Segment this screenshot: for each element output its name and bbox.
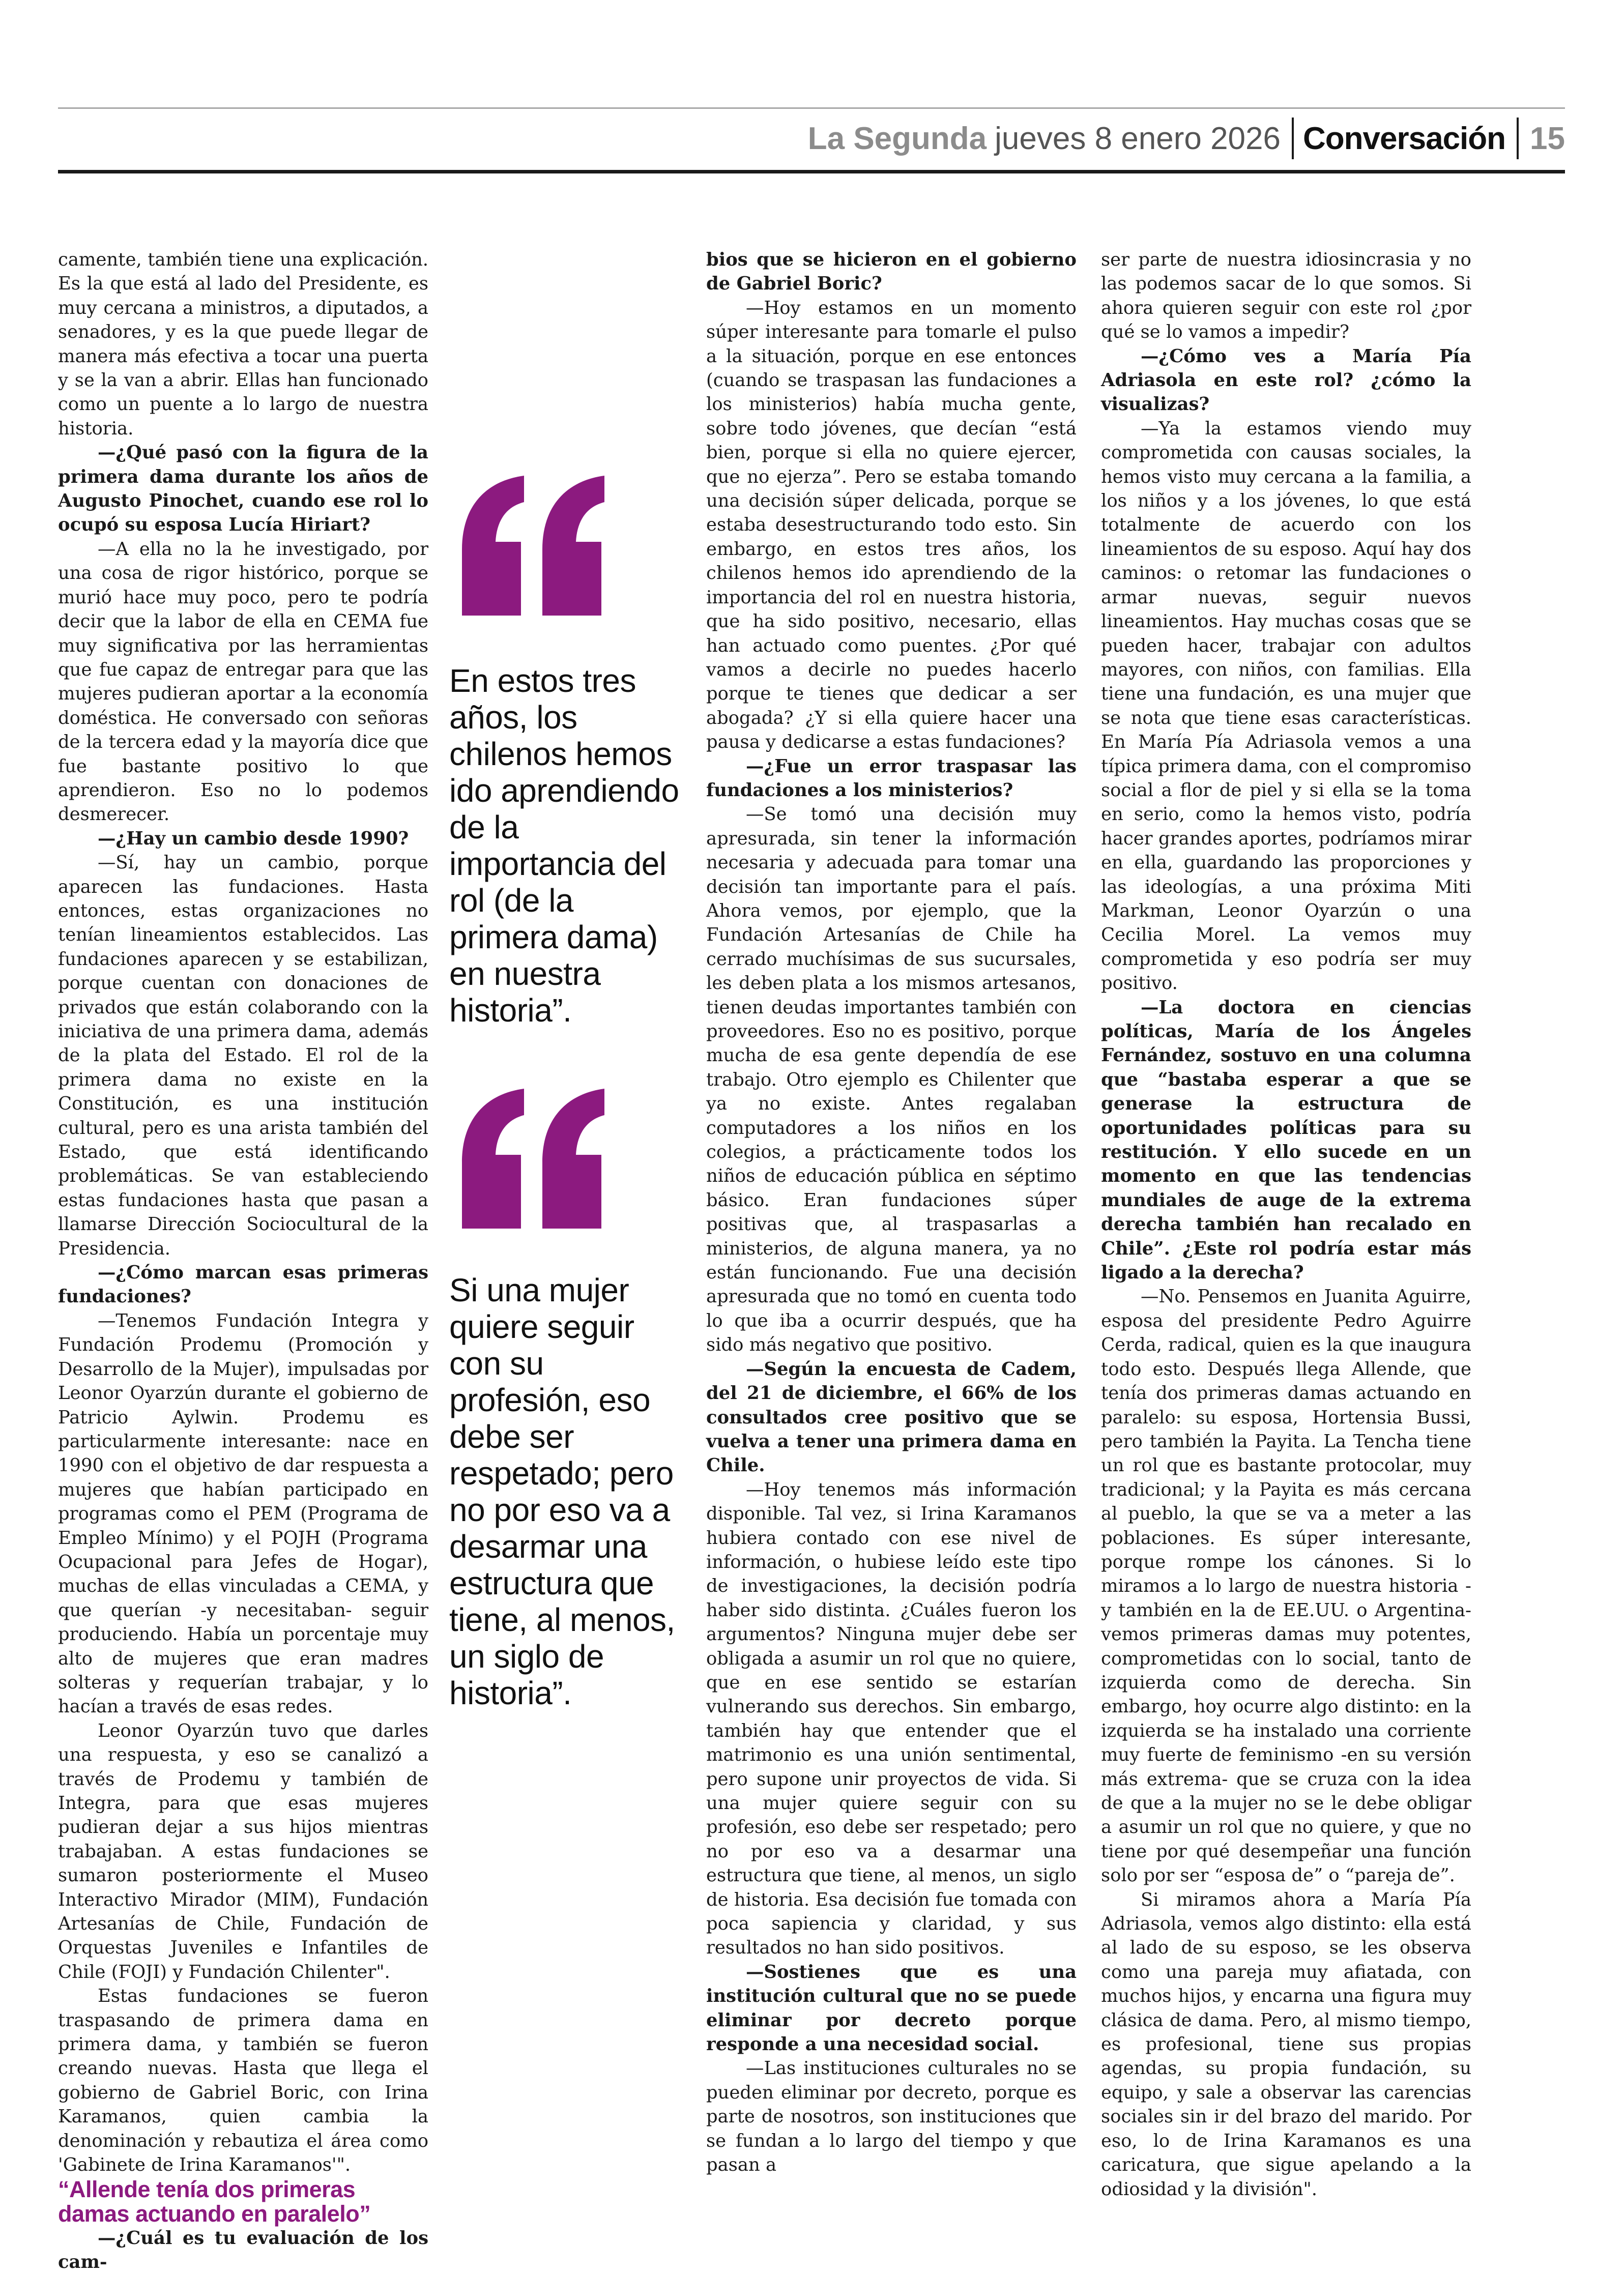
paragraph: —Tenemos Fundación Integra y Fundación Prodemu (Promoción y Desarrollo de la Mujer), impulsadas por Leonor Oyarzún durante el gobierno de Patricio Aylwin. Prodemu es particularmente interesante: nace en 1990 con el objetivo de dar respuesta a mujeres que habían participado en programas como el PEM (Programa de Empleo Mínimo) y el POJH (Programa Ocupacional para Jefes de Hogar), muchas de ellas vinculadas a CEMA, y que querían -y necesitaban- seguir produciendo. Había un porcentaje muy alto de mujeres que eran madres solteras y requerían trabajar, y lo hacían a través de esas redes. [58,1309,428,1719]
paragraph: Estas fundaciones se fueron traspasando de primera dama en primera dama, y también se fueron creando nuevas. Hasta que llega el gobierno de Gabriel Boric, con Irina Karamanos, quien cambia la denominación y rebautiza el área como 'Gabinete de Irina Karamanos'". [58,1984,428,2177]
interview-question: bios que se hicieron en el gobierno de Gabriel Boric? [706,248,1077,296]
section-name: Conversación [1303,121,1505,157]
subheading: “Allende tenía dos primeras damas actuando en paralelo” [58,2177,428,2226]
paragraph: —A ella no la he investigado, por una cosa de rigor histórico, porque se murió hace muy poco, pero te podría decir que la labor de ella en CEMA fue muy significativa por las herramientas que fue capaz de entregar para que las mujeres pudieran aportar a la economía doméstica. He conversado con señoras de la tercera edad y la mayoría dice que fue bastante positivo lo que aprendieron. Eso no lo podemos desmerecer. [58,537,428,827]
quote-mark-icon [448,476,616,616]
paragraph: camente, también tiene una explicación. Es la que está al lado del Presidente, es muy cercana a ministros, a diputados, a senadores, y es la que puede llegar de manera más efectiva a tocar una puerta y se la van a abrir. Ellas han funcionado como un puente a lo largo de nuestra historia. [58,248,428,441]
paragraph: —Ya la estamos viendo muy comprometida con causas sociales, la hemos visto muy cercana a la familia, a los niños y a los jóvenes, lo que está totalmente de acuerdo con los lineamientos de su esposo. Aquí hay dos caminos: o retomar las fundaciones o armar nuevas, seguir nuevos lineamientos. Hay muchas cosas que se pueden hacer, trabajar con adultos mayores, con niños, con familias. Ella tiene una fundación, es una mujer que se nota que tiene esas características. En María Pía Adriasola vemos a una típica primera dama, con el compromiso social a flor de piel y si ella se la toma en serio, como la hemos visto, podría hacer grandes aportes, podríamos mirar en ella, guardando las proporciones y las ideologías, a una próxima Miti Markman, Leonor Oyarzún o una Cecilia Morel. La vemos muy comprometida y eso podría ser muy positivo. [1101,417,1471,996]
interview-question: —¿Hay un cambio desde 1990? [58,827,428,851]
page-number: 15 [1530,121,1565,157]
paragraph: Si miramos ahora a María Pía Adriasola, vemos algo distinto: ella está al lado de su esposo, se les observa como una pareja muy afiatada, con muchos hijos, y encarna una figura muy clásica de dama. Pero, al mismo tiempo, es profesional, tiene sus propias agendas, su propia fundación, su equipo, y sale a observar las carencias sociales sin ir del brazo del marido. Por eso, lo de Irina Karamanos es una caricatura, que sigue apelando a la odiosidad y la división". [1101,1888,1471,2201]
article-column-2 [706,248,1077,2177]
header-rule [58,170,1565,173]
paragraph: ser parte de nuestra idiosincrasia y no las podemos sacar de lo que somos. Si ahora quieren seguir con este rol ¿por qué se lo vamos a impedir? [1101,248,1471,344]
interview-question: —¿Fue un error traspasar las fundaciones a los ministerios? [706,754,1077,803]
interview-question: —¿Cómo ves a María Pía Adriasola en este rol? ¿cómo la visualizas? [1101,344,1471,417]
masthead-divider [1292,118,1294,159]
paragraph: —Hoy estamos en un momento súper interesante para tomarle el pulso a la situación, porque en ese entonces (cuando se traspasan las fundaciones a los ministerios) había mucha gente, sobre todo jóvenes, que decían “está bien, porque si ella no quiere ejercer, que no ejerza”. Pero se estaba tomando una decisión súper delicada, porque se estaba desestructurando todo esto. Sin embargo, en estos tres años, los chilenos hemos ido aprendiendo de la importancia del rol en nuestra historia, que ha sido positivo, necesario, ellas han actuado como puentes. ¿Por qué vamos a decirle no puedes hacerlo porque te tienes que dedicar a ser abogada? ¿Y si ella quiere hacer una pausa y dedicarse a estas fundaciones? [706,296,1077,754]
paragraph: Leonor Oyarzún tuvo que darles una respuesta, y eso se canalizó a través de Prodemu y también de Integra, para que esas mujeres pudieran dejar a sus hijos mientras trabajaban. A estas fundaciones se sumaron posteriormente el Museo Interactivo Mirador (MIM), Fundación Artesanías de Chile, Fundación de Orquestas Juveniles e Infantiles de Chile (FOJI) y Fundación Chilenter". [58,1719,428,1984]
paragraph: —Hoy tenemos más información disponible. Tal vez, si Irina Karamanos hubiera contado con ese nivel de información, o hubiese leído este tipo de investigaciones, la decisión podría haber sido distinta. ¿Cuáles fueron los argumentos? Ninguna mujer debe ser obligada a asumir un rol que no quiere, que en ese sentido se estarían vulnerando sus derechos. Sin embargo, también hay que entender que el matrimonio es una unión sentimental, pero supone unir proyectos de vida. Si una mujer quiere seguir con su profesión, eso debe ser respetado; pero no por eso va a desarmar una estructura que tiene, al menos, un siglo de historia. Esa decisión fue tomada con poca sapiencia y claridad, y sus resultados no han sido positivos. [706,1478,1077,1960]
paragraph: —Se tomó una decisión muy apresurada, sin tener la información necesaria y adecuada para tomar una decisión tan importante para el país. Ahora vemos, por ejemplo, que la Fundación Artesanías de Chile ha cerrado muchísimas de sus sucursales, les deben plata a los mismos artesanos, tienen deudas importantes también con proveedores. Eso no es positivo, porque mucha de esa gente dependía de ese trabajo. Otro ejemplo es Chilenter que ya no existe. Antes regalaban computadores a los niños en los colegios, a prácticamente todos los niños de educación pública en séptimo básico. Eran fundaciones súper positivas que, al traspasarlas a ministerios, de alguna manera, ya no están funcionando. Fue una decisión apresurada que no tomó en cuenta todo lo que iba a ocurrir después, que ha sido más negativo que positivo. [706,802,1077,1357]
pull-quote-1: En estos tres años, los chilenos hemos ido aprendiendo de la importancia del rol (de la primera dama) en nuestra historia”. [449,662,688,1029]
paragraph: —No. Pensemos en Juanita Aguirre, esposa del presidente Pedro Aguirre Cerda, radical, quien es la que inaugura todo esto. Después llega Allende, que tenía dos primeras damas actuando en paralelo: su esposa, Hortensia Bussi, pero también la Payita. La Tencha tiene un rol que es bastante protocolar, muy tradicional; y la Payita es más cercana al pueblo, la que se va a meter a las poblaciones. Es súper interesante, porque rompe los cánones. Si lo miramos a lo largo de nuestra historia -y también en la de EE.UU. o Argentina- vemos primeras damas muy potentes, comprometidas con lo social, tanto de izquierda como de derecha. Sin embargo, hoy ocurre algo distinto: en la izquierda se ha instalado una corriente muy fuerte de feminismo -en su versión más extrema- que se cruza con la idea de que a la mujer no se le debe obligar a asumir un rol que no quiere, y que no tiene por qué desempeñar una función solo por ser “esposa de” o “pareja de”. [1101,1285,1471,1887]
masthead-divider-2 [1517,118,1519,159]
top-rule [58,107,1565,109]
interview-question: —Según la encuesta de Cadem, del 21 de diciembre, el 66% de los consultados cree positivo que se vuelva a tener una primera dama en Chile. [706,1357,1077,1478]
issue-date: jueves 8 enero 2026 [995,121,1281,157]
interview-question: —¿Cuál es tu evaluación de los cam- [58,2226,428,2274]
interview-question: —La doctora en ciencias políticas, María de los Ángeles Fernández, sostuvo en una columna que “bastaba esperar a que se generase la estructura de oportunidades políticas para su restitución. Y ello sucede en un momento en que las tendencias mundiales de auge de la extrema derecha también han recalado en Chile”. ¿Este rol podría estar más ligado a la derecha? [1101,996,1471,1285]
masthead [808,113,1565,164]
interview-question: —Sostienes que es una institución cultural que no se puede eliminar por decreto porque responde a una necesidad social. [706,1960,1077,2057]
paragraph: —Sí, hay un cambio, porque aparecen las fundaciones. Hasta entonces, estas organizaciones no tenían lineamientos establecidos. Las fundaciones aparecen y se estabilizan, porque cuentan con donaciones de privados que están colaborando con la iniciativa de una primera dama, además de la plata del Estado. El rol de la primera dama no existe en la Constitución, es una institución cultural, pero es una arista también del Estado, que está identificando problemáticas. Se van estableciendo estas fundaciones hasta que pasan a llamarse Dirección Sociocultural de la Presidencia. [58,851,428,1261]
interview-question: —¿Qué pasó con la figura de la primera dama durante los años de Augusto Pinochet, cuando ese rol lo ocupó su esposa Lucía Hiriart? [58,441,428,537]
paragraph: —Las instituciones culturales no se pueden eliminar por decreto, porque es parte de nosotros, son instituciones que se fundan a lo largo del tiempo y que pasan a [706,2056,1077,2177]
article-column-1 [58,248,428,2274]
publication-name: La Segunda [808,121,987,157]
interview-question: —¿Cómo marcan esas primeras fundaciones? [58,1261,428,1309]
pull-quote-2: Si una mujer quiere seguir con su profesión, eso debe ser respetado; pero no por eso va a desarmar una estructura que tiene, al menos, un siglo de historia”. [449,1272,688,1711]
article-column-3 [1101,248,1471,2201]
quote-mark-icon [448,1089,616,1229]
